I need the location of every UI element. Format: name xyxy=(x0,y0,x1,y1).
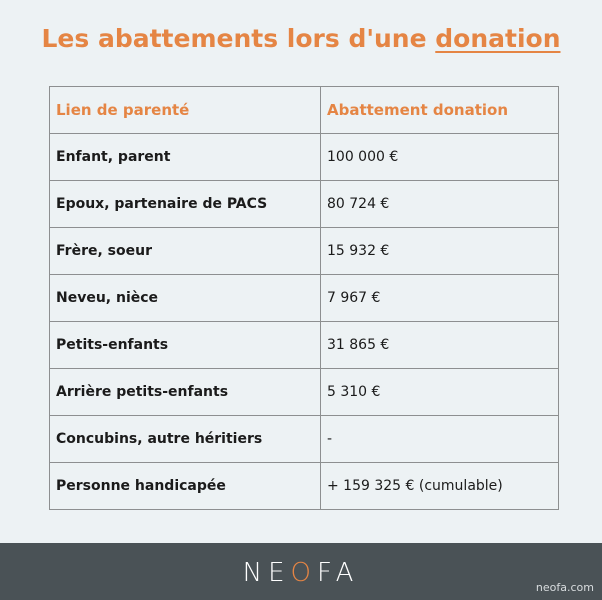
table-row xyxy=(50,322,559,369)
amount-cell: 15 932 € xyxy=(321,228,559,275)
amount-cell: + 159 325 € (cumulable) xyxy=(321,463,559,510)
header-relationship: Lien de parenté xyxy=(50,87,321,134)
amount-cell: 31 865 € xyxy=(321,322,559,369)
amount-cell: 80 724 € xyxy=(321,181,559,228)
amount-cell: 5 310 € xyxy=(321,369,559,416)
relationship-cell: Arrière petits-enfants xyxy=(50,369,321,416)
abatement-table xyxy=(49,86,559,510)
amount-cell: - xyxy=(321,416,559,463)
relationship-cell: Petits-enfants xyxy=(50,322,321,369)
table-row xyxy=(50,228,559,275)
title-underlined: donation xyxy=(435,24,561,53)
table-row xyxy=(50,416,559,463)
footer-bar xyxy=(0,543,602,600)
header-abatement: Abattement donation xyxy=(321,87,559,134)
relationship-cell: Frère, soeur xyxy=(50,228,321,275)
table-row xyxy=(50,463,559,510)
page-title xyxy=(0,24,602,53)
relationship-cell: Epoux, partenaire de PACS xyxy=(50,181,321,228)
relationship-cell: Personne handicapée xyxy=(50,463,321,510)
amount-cell: 100 000 € xyxy=(321,134,559,181)
neofa-logo: NEOFA xyxy=(242,558,360,588)
table-row xyxy=(50,275,559,322)
relationship-cell: Concubins, autre héritiers xyxy=(50,416,321,463)
relationship-cell: Enfant, parent xyxy=(50,134,321,181)
table-row xyxy=(50,369,559,416)
amount-cell: 7 967 € xyxy=(321,275,559,322)
title-prefix: Les abattements lors d'une xyxy=(41,24,436,53)
table-header-row xyxy=(50,87,559,134)
table-row xyxy=(50,181,559,228)
relationship-cell: Neveu, nièce xyxy=(50,275,321,322)
site-url: neofa.com xyxy=(535,581,594,594)
table-row xyxy=(50,134,559,181)
